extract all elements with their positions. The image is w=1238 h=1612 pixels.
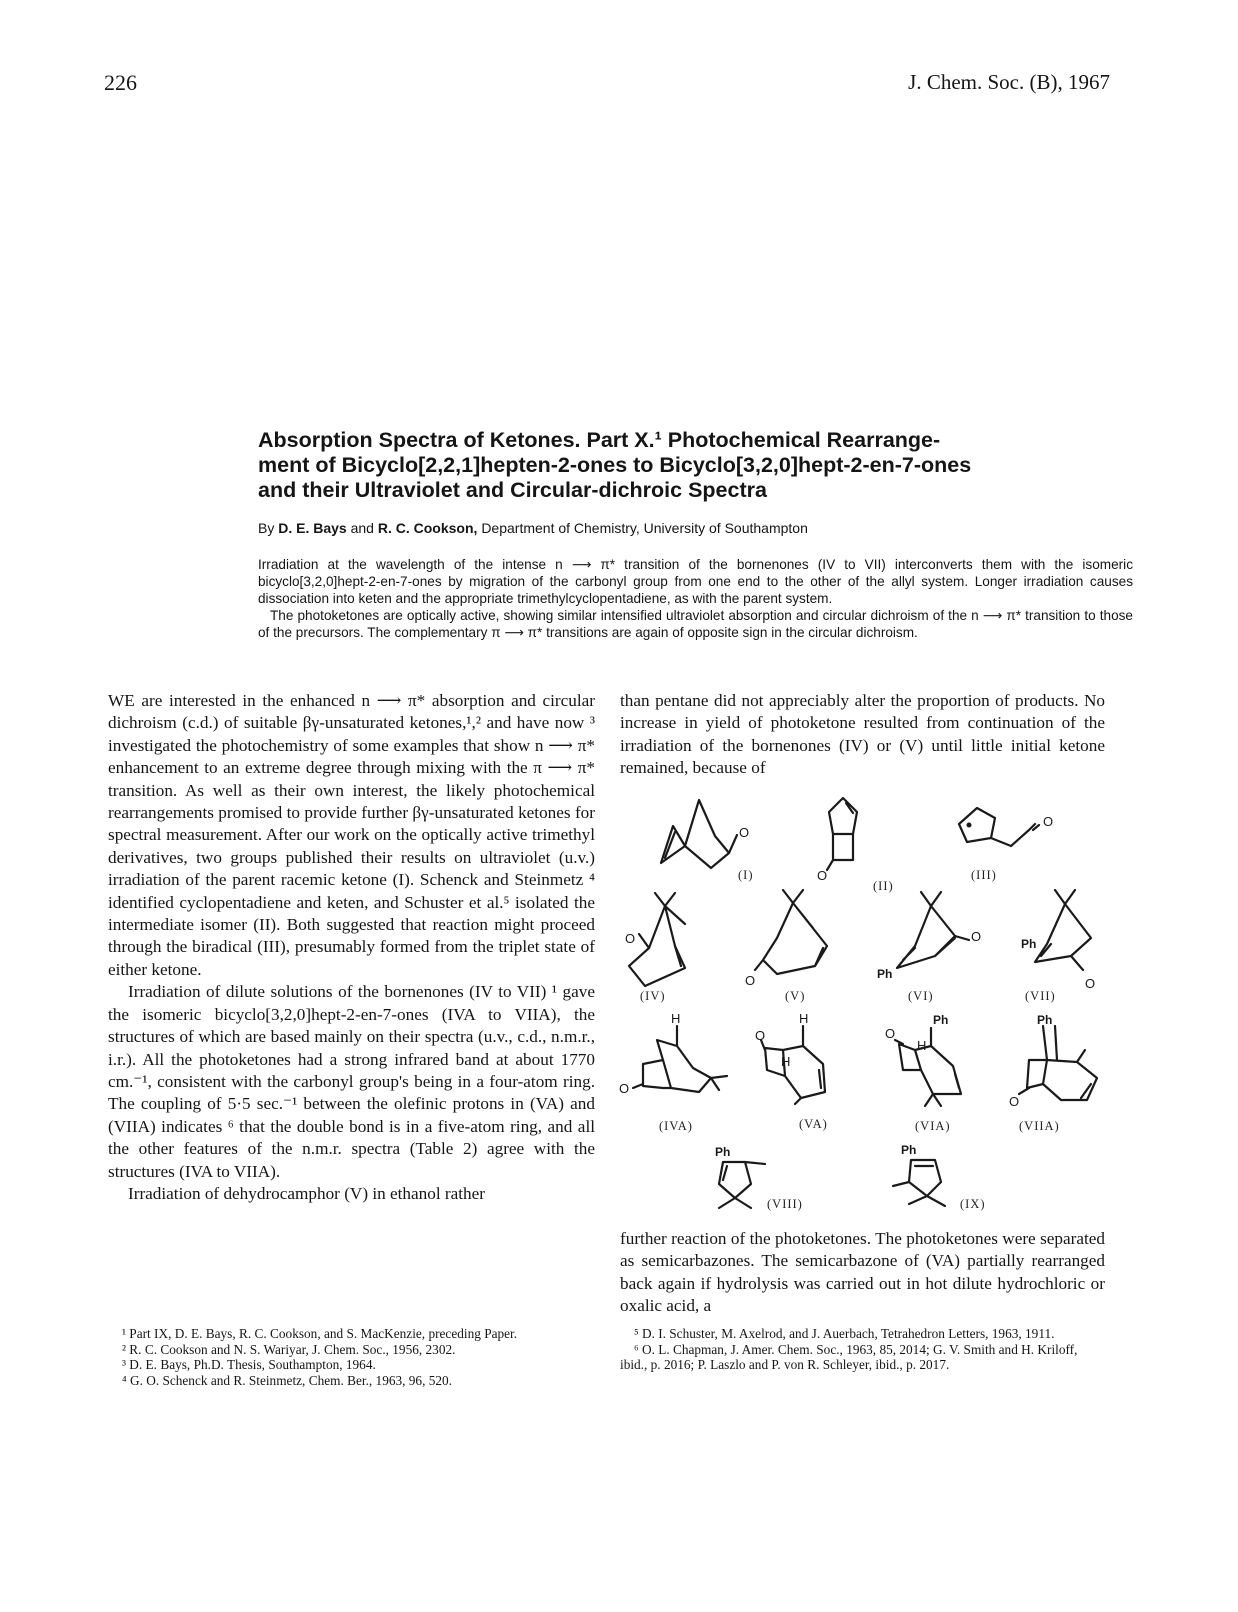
abstract	[258, 556, 1133, 641]
atom-O: O	[619, 1081, 630, 1096]
body-paragraph-3: Irradiation of dehydrocamphor (V) in ethanol rather	[128, 1183, 485, 1203]
atom-Ph: Ph	[933, 1013, 949, 1027]
structure-VIA	[885, 1013, 961, 1106]
atom-H: H	[781, 1054, 791, 1069]
structure-VA	[755, 1011, 825, 1104]
atom-H: H	[799, 1011, 809, 1026]
atom-O: O	[625, 931, 636, 946]
byline	[258, 520, 1138, 536]
label-V: (V)	[785, 989, 806, 1003]
atom-O: O	[755, 1028, 766, 1043]
footnote-4: ⁴ G. O. Schenck and R. Steinmetz, Chem. Ber., 1963, 96, 520.	[122, 1372, 453, 1388]
atom-Ph: Ph	[715, 1145, 731, 1159]
left-column	[108, 690, 595, 1205]
label-VA: (VA)	[799, 1117, 828, 1131]
footnotes-right	[620, 1326, 1105, 1373]
title-line-2: ment of Bicyclo[2,2,1]hepten-2-ones to Bicyclo[3,2,0]hept-2-en-7-ones	[258, 453, 972, 477]
structure-I	[661, 800, 749, 868]
label-IV: (IV)	[640, 989, 666, 1003]
atom-O: O	[1085, 976, 1096, 991]
structure-III	[959, 808, 1053, 846]
structures-figure	[615, 788, 1115, 1220]
footnotes-left	[108, 1326, 595, 1388]
label-II: (II)	[873, 879, 894, 893]
structure-IV	[625, 893, 685, 986]
atom-Ph: Ph	[1037, 1013, 1053, 1027]
article-title	[258, 428, 1138, 503]
affiliation: Department of Chemistry, University of Southampton	[481, 520, 808, 536]
label-IX: (IX)	[960, 1197, 986, 1211]
structure-VII	[1021, 890, 1095, 991]
right-column-bottom	[620, 1228, 1105, 1318]
atom-O: O	[1043, 814, 1054, 829]
label-VIIA: (VIIA)	[1019, 1119, 1060, 1133]
structure-VIIA	[1009, 1013, 1097, 1109]
atom-O: O	[817, 868, 828, 883]
label-VIA: (VIA)	[915, 1119, 951, 1133]
footnote-1: ¹ Part IX, D. E. Bays, R. C. Cookson, and S. MacKenzie, preceding Paper.	[122, 1326, 518, 1341]
body-paragraph-1: WE are interested in the enhanced n ⟶ π* absorption and circular dichroism (c.d.) of suitable βγ-unsaturated ketones,¹,² and have now ³ investigated the photochemistry of some examples that show n ⟶ π* enhancement to an extreme degree through mixing with the π ⟶ π* transition. As well as their own interest, the likely photochemical rearrangements promised to provide further βγ-unsaturated ketones for spectral measurement. After our work on the optically active trimethyl derivatives, two groups published their results on ultraviolet (u.v.) irradiation of the parent racemic ketone (I). Schenck and Steinmetz ⁴ identified cyclopentadiene and keten, and Schuster et al.⁵ isolated the intermediate isomer (II). Both suggested that reaction might proceed through the biradical (III), presumably formed from the triplet state of either ketone.	[108, 691, 595, 979]
atom-H: H	[917, 1038, 927, 1053]
label-IVA: (IVA)	[659, 1119, 693, 1133]
atom-H: H	[671, 1011, 681, 1026]
atom-O: O	[1009, 1094, 1020, 1109]
footnote-5: ⁵ D. I. Schuster, M. Axelrod, and J. Auerbach, Tetrahedron Letters, 1963, 1911.	[634, 1326, 1055, 1341]
page-number: 226	[104, 70, 137, 95]
label-I: (I)	[738, 868, 754, 882]
footnote-3: ³ D. E. Bays, Ph.D. Thesis, Southampton, 1964.	[122, 1357, 376, 1372]
label-III: (III)	[971, 868, 997, 882]
label-VI: (VI)	[908, 989, 934, 1003]
right-column-top	[620, 690, 1105, 780]
label-VIII: (VIII)	[767, 1197, 803, 1211]
structure-IVA	[619, 1011, 727, 1096]
structure-VIII	[715, 1145, 765, 1208]
by-word: By	[258, 520, 275, 536]
body-paragraph-right-2: further reaction of the photoketones. The photoketones were separated as semicarbazones. The semicarbazone of (VA) partially rearranged back again if hydrolysis was carried out in hot dilute hydrochloric or oxalic acid, a	[620, 1229, 1105, 1316]
body-paragraph-right-1: than pentane did not appreciably alter the proportion of products. No increase in yield of photoketone resulted from continuation of the irradiation of the bornenones (IV) or (V) until little initial ketone remained, because of	[620, 691, 1105, 778]
abstract-paragraph-1: Irradiation at the wavelength of the intense n ⟶ π* transition of the bornenones (IV to VII) interconverts them with the isomeric bicyclo[3,2,0]hept-2-en-7-ones by migration of the carbonyl group from one end to the other of the allyl system. Longer irradiation causes dissociation into keten and the appropriate trimethylcyclopentadiene, as with the parent system.	[258, 557, 1133, 606]
structure-V	[745, 890, 827, 988]
structure-VI	[877, 892, 981, 981]
title-line-3: and their Ultraviolet and Circular-dichroic Spectra	[258, 478, 767, 502]
body-paragraph-2: Irradiation of dilute solutions of the bornenones (IV to VII) ¹ gave the isomeric bicyclo[3,2,0]hept-2-en-7-ones (IVA to VIIA), the structures of which are based mainly on their spectra (u.v., c.d., n.m.r., i.r.). All the photoketones had a strong infrared band at about 1770 cm.⁻¹, consistent with the carbonyl group's being in a four-atom ring. The coupling of 5·5 sec.⁻¹ between the olefinic protons in (VA) and (VIIA) indicates ⁶ that the double bond is in a five-atom ring, and all the other features of the n.m.r. spectra (Table 2) agree with the structures (IVA to VIIA).	[108, 982, 595, 1181]
footnote-6: ⁶ O. L. Chapman, J. Amer. Chem. Soc., 1963, 85, 2014; G. V. Smith and H. Kriloff, ibid., p. 2016; P. Laszlo and P. von R. Schleyer, ibid., p. 2017.	[620, 1341, 1078, 1372]
atom-Ph: Ph	[877, 967, 893, 981]
and-word: and	[350, 520, 374, 536]
atom-O: O	[745, 973, 756, 988]
atom-O: O	[885, 1026, 896, 1041]
structure-IX	[893, 1143, 945, 1206]
atom-Ph: Ph	[901, 1143, 917, 1157]
structure-II	[817, 798, 857, 883]
journal-reference: J. Chem. Soc. (B), 1967	[908, 70, 1110, 94]
atom-O: O	[739, 825, 750, 840]
footnote-2: ² R. C. Cookson and N. S. Wariyar, J. Chem. Soc., 1956, 2302.	[122, 1341, 456, 1357]
atom-O: O	[971, 929, 982, 944]
author-2: R. C. Cookson,	[377, 520, 478, 536]
title-line-1: Absorption Spectra of Ketones. Part X.¹ Photochemical Rearrange-	[258, 428, 941, 452]
author-1: D. E. Bays	[278, 520, 347, 536]
atom-Ph: Ph	[1021, 937, 1037, 951]
abstract-paragraph-2: The photoketones are optically active, showing similar intensified ultraviolet absorption and circular dichroism of the n ⟶ π* transition to those of the precursors. The complementary π ⟶ π* transitions are again of opposite sign in the circular dichroism.	[258, 608, 1133, 640]
label-VII: (VII)	[1025, 989, 1056, 1003]
